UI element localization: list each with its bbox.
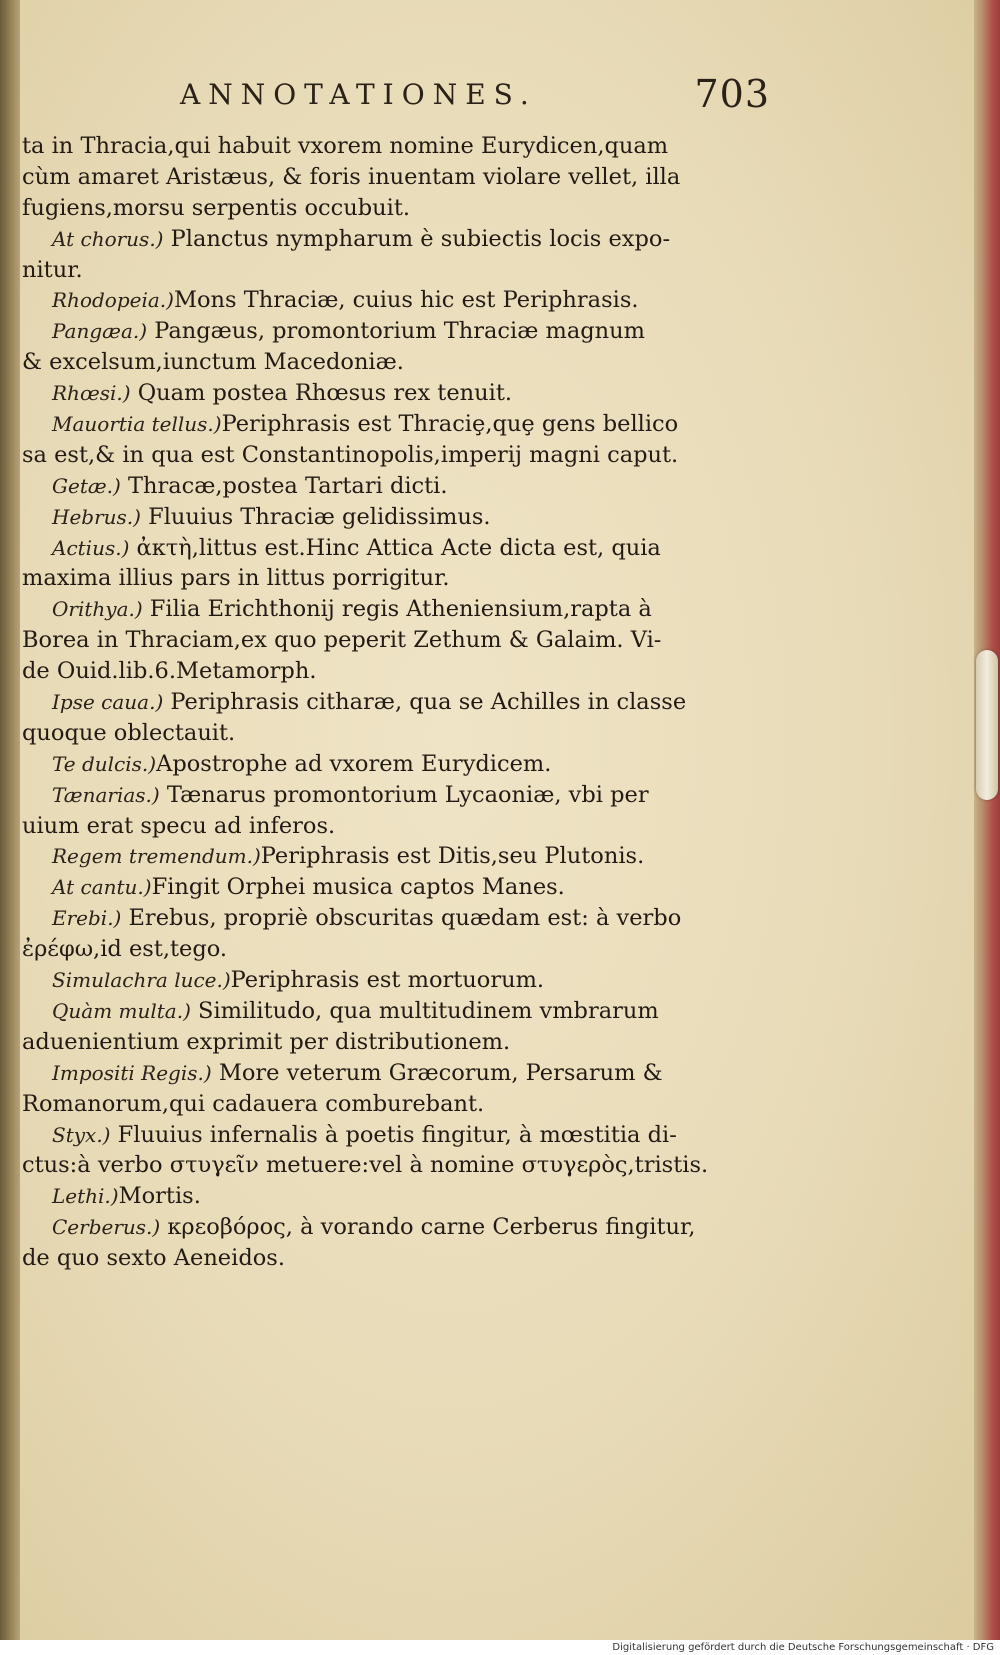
lemma: Regem tremendum.) [52,844,261,869]
line-text: Quam postea Rhœsus rex tenuit. [130,380,513,407]
line-text: fugiens,morsu serpentis occubuit. [22,194,411,221]
line-text: Thracæ,postea Tartari dicti. [120,472,448,499]
line-text: Periphrasis est Ditis,seu Plutonis. [260,843,645,870]
lemma: Mauortia tellus.) [52,412,222,437]
lemma: At cantu.) [52,875,152,900]
line-text: Erebus, propriè obscuritas quædam est: à verbo [121,905,682,932]
lemma: Erebi.) [52,906,122,931]
lemma: Simulachra luce.) [52,968,231,993]
line-text: Periphrasis est Thraciȩ,quȩ gens bellico [221,411,679,438]
text-line [22,1089,770,1120]
page-tab [976,650,998,800]
line-text: Borea in Thraciam,ex quo peperit Zethum & Galaim. Vi- [22,627,662,654]
lemma: Te dulcis.) [52,751,157,776]
line-text: uium erat specu ad inferos. [22,812,336,839]
line-text: ta in Thracia,qui habuit vxorem nomine Eurydicen,quam [22,133,669,159]
text-line [22,811,770,842]
line-text: & excelsum,iunctum Macedoniæ. [22,349,404,376]
digitization-credit: Digitalisierung gefördert durch die Deutsche Forschungsgemeinschaft · DFG [612,1642,994,1653]
text-line [22,1027,770,1058]
page-number: 703 [694,72,770,116]
text-line [22,718,770,749]
lemma: Tænarias.) [52,782,160,807]
lemma: Cerberus.) [52,1215,161,1240]
line-text: κρεοβόρος, à vorando carne Cerberus fingitur, [160,1214,696,1241]
text-line [22,625,770,656]
line-text: ἐρέφω,id est,tego. [22,936,228,963]
text-line [22,563,770,594]
lemma: Pangæa.) [52,319,148,344]
text-line [22,687,770,718]
text-line [22,162,770,193]
lemma: Rhœsi.) [52,381,131,406]
line-text: Periphrasis citharæ, qua se Achilles in classe [163,689,687,716]
text-line [22,1212,770,1243]
line-text: Romanorum,qui cadauera comburebant. [22,1090,485,1117]
text-line [22,131,770,162]
page-header [180,72,770,122]
text-line [22,347,770,378]
line-text: Mons Thraciæ, cuius hic est Periphrasis. [173,287,639,314]
text-line [22,594,770,625]
text-line [22,656,770,687]
lemma: Actius.) [52,535,130,560]
text-line [22,285,770,316]
lemma: Getæ.) [52,473,121,498]
text-line [22,224,770,255]
line-text: Planctus nympharum è subiectis locis expo- [163,225,671,252]
line-text: cùm amaret Aristæus, & foris inuentam violare vellet, illa [22,163,681,190]
text-line [22,316,770,347]
text-line [22,872,770,903]
line-text: sa est,& in qua est Constantinopolis,imperij magni caput. [22,441,679,468]
text-line [22,965,770,996]
line-text: ἀκτὴ,littus est.Hinc Attica Acte dicta est, quia [129,534,661,561]
text-line [22,1243,770,1274]
line-text: de Ouid.lib.6.Metamorph. [22,658,317,685]
text-line [22,996,770,1027]
lemma: Lethi.) [52,1184,119,1209]
text-line [22,193,770,224]
line-text: Tænarus promontorium Lycaoniæ, vbi per [159,781,649,808]
line-text: More veterum Græcorum, Persarum & [211,1059,663,1086]
text-line [22,378,770,409]
running-head: ANNOTATIONES. [180,78,537,111]
text-line [22,841,770,872]
text-line [22,1058,770,1089]
text-line [22,903,770,934]
line-text: Mortis. [118,1183,201,1210]
lemma: Styx.) [52,1122,111,1147]
line-text: Fluuius infernalis à poetis fingitur, à mœstitia di- [110,1121,677,1148]
line-text: Fluuius Thraciæ gelidissimus. [140,503,491,530]
line-text: de quo sexto Aeneidos. [22,1245,285,1272]
page-edge [974,0,1000,1640]
line-text: quoque oblectauit. [22,719,236,746]
text-line [22,409,770,440]
lemma: Impositi Regis.) [52,1060,212,1085]
footer-strip [0,1640,1000,1655]
line-text: Fingit Orphei musica captos Manes. [151,874,565,901]
annotation-text-block [22,131,770,1274]
line-text: Apostrophe ad vxorem Eurydicem. [156,750,552,777]
line-text: ctus:à verbo στυγεῖν metuere:vel à nomine στυγερὸς,tristis. [22,1152,709,1179]
text-line [22,780,770,811]
line-text: nitur. [22,256,83,283]
line-text: maxima illius pars in littus porrigitur. [22,565,450,592]
text-line [22,440,770,471]
text-line [22,471,770,502]
text-line [22,255,770,286]
lemma: Ipse caua.) [52,690,164,715]
text-line [22,533,770,564]
lemma: Orithya.) [52,597,143,622]
text-line [22,749,770,780]
text-line [22,502,770,533]
line-text: Pangæus, promontorium Thraciæ magnum [147,318,645,345]
line-text: Filia Erichthonij regis Atheniensium,rapta à [142,596,652,623]
line-text: Periphrasis est mortuorum. [230,967,545,994]
lemma: Hebrus.) [52,504,141,529]
text-line [22,1120,770,1151]
text-line [22,1181,770,1212]
line-text: aduenientium exprimit per distributionem. [22,1028,511,1055]
lemma: At chorus.) [52,226,164,251]
line-text: Similitudo, qua multitudinem vmbrarum [190,997,659,1024]
text-line [22,1150,770,1181]
text-line [22,934,770,965]
lemma: Quàm multa.) [52,998,191,1023]
lemma: Rhodopeia.) [52,288,174,313]
